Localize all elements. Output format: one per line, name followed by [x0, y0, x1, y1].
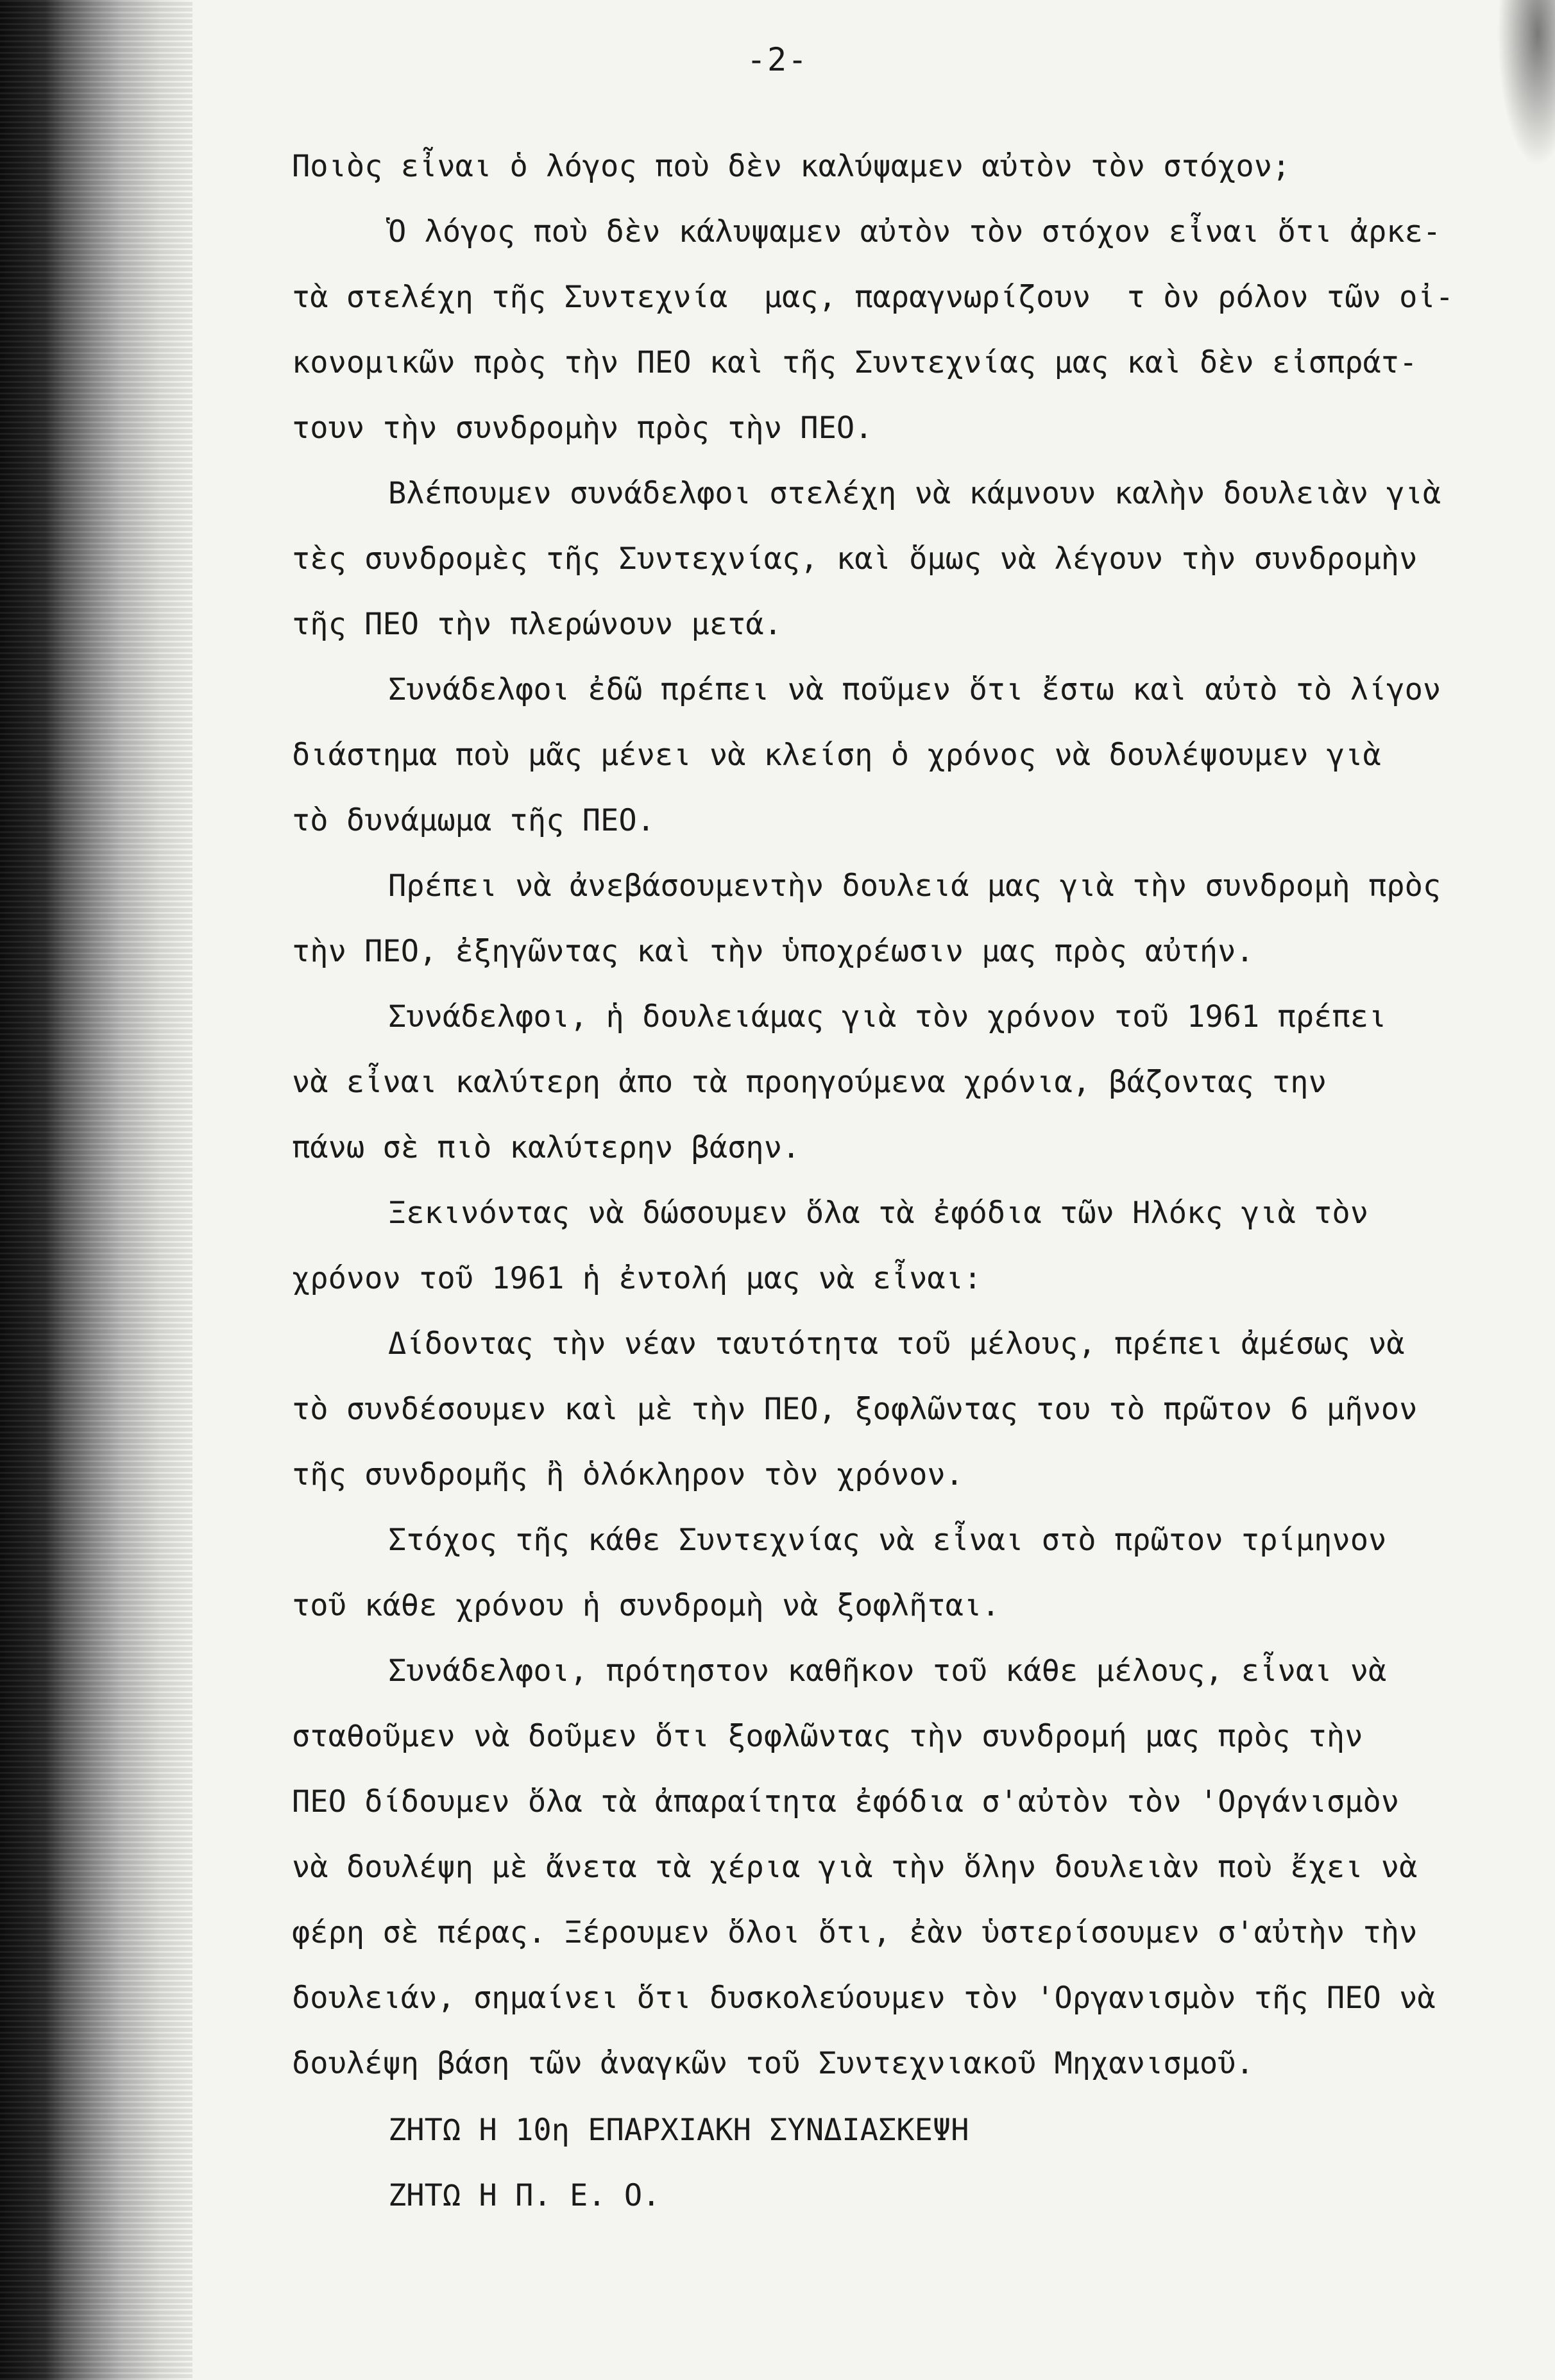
- text-line: ΠΕΟ δίδουμεν ὅλα τὰ ἀπαραίτητα ἐφόδια σ'αὐτὸν τὸν 'Οργάνισμὸν: [292, 1784, 1400, 1819]
- text-line: δουλέψη βάση τῶν ἀναγκῶν τοῦ Συντεχνιακοῦ Μηχανισμοῦ.: [292, 2046, 1254, 2081]
- closing-slogan: ΖΗΤΩ Η 10η ΕΠΑΡΧΙΑΚΗ ΣΥΝΔΙΑΣΚΕΨΗ: [388, 2113, 969, 2148]
- text-line: πάνω σὲ πιὸ καλύτερην βάσην.: [292, 1130, 801, 1165]
- text-line: χρόνον τοῦ 1961 ἡ ἐντολή μας νὰ εἶναι:: [292, 1261, 982, 1296]
- text-line: δουλειάν, σημαίνει ὅτι δυσκολεύουμεν τὸν 'Οργανισμὸν τῆς ΠΕΟ νὰ: [292, 1980, 1436, 2016]
- text-line: Συνάδελφοι, πρότηστον καθῆκον τοῦ κάθε μέλους, εἶναι νὰ: [388, 1653, 1387, 1689]
- text-line: Συνάδελφοι ἐδῶ πρέπει νὰ ποῦμεν ὅτι ἔστω καὶ αὐτὸ τὸ λίγον: [388, 672, 1441, 707]
- text-line: τουν τὴν συνδρομὴν πρὸς τὴν ΠΕΟ.: [292, 410, 873, 446]
- text-line: Ὁ λόγος ποὺ δὲν κάλυψαμεν αὐτὸν τὸν στόχον εἶναι ὅτι ἀρκε-: [388, 214, 1441, 249]
- text-line: Συνάδελφοι, ἡ δουλειάμας γιὰ τὸν χρόνον τοῦ 1961 πρέπει: [388, 999, 1387, 1034]
- page-number: -2-: [746, 41, 809, 78]
- text-line: τὰ στελέχη τῆς Συντεχνία μας, παραγνωρίζουν τ ὸν ρόλον τῶν οἰ-: [292, 280, 1454, 315]
- text-line: Δίδοντας τὴν νέαν ταυτότητα τοῦ μέλους, πρέπει ἀμέσως νὰ: [388, 1326, 1405, 1362]
- text-line: νὰ δουλέψη μὲ ἄνετα τὰ χέρια γιὰ τὴν ὅλην δουλειὰν ποὺ ἔχει νὰ: [292, 1850, 1418, 1885]
- text-line: Στόχος τῆς κάθε Συντεχνίας νὰ εἶναι στὸ πρῶτον τρίμηνον: [388, 1523, 1387, 1558]
- text-line: φέρη σὲ πέρας. Ξέρουμεν ὅλοι ὅτι, ἐὰν ὑστερίσουμεν σ'αὐτὴν τὴν: [292, 1915, 1418, 1950]
- text-line: Ξεκινόντας νὰ δώσουμεν ὅλα τὰ ἐφόδια τῶν Ηλόκς γιὰ τὸν: [388, 1195, 1369, 1231]
- text-line: Βλέπουμεν συνάδελφοι στελέχη νὰ κάμνουν καλὴν δουλειὰν γιὰ: [388, 476, 1441, 511]
- text-line: τὸ συνδέσουμεν καὶ μὲ τὴν ΠΕΟ, ξοφλῶντας του τὸ πρῶτον 6 μῆνον: [292, 1392, 1418, 1427]
- text-line: τὲς συνδρομὲς τῆς Συντεχνίας, καὶ ὅμως νὰ λέγουν τὴν συνδρομὴν: [292, 541, 1418, 577]
- text-line: τὴν ΠΕΟ, ἐξηγῶντας καὶ τὴν ὑποχρέωσιν μας πρὸς αὐτήν.: [292, 934, 1254, 969]
- scan-smudge: [1497, 0, 1555, 167]
- text-line: τὸ δυνάμωμα τῆς ΠΕΟ.: [292, 803, 655, 838]
- text-line: τῆς ΠΕΟ τὴν πλερώνουν μετά.: [292, 607, 783, 642]
- text-line: σταθοῦμεν νὰ δοῦμεν ὅτι ξοφλῶντας τὴν συνδρομή μας πρὸς τὴν: [292, 1719, 1363, 1754]
- text-line: νὰ εἶναι καλύτερη ἀπο τὰ προηγούμενα χρόνια, βάζοντας την: [292, 1065, 1327, 1100]
- text-line: τῆς συνδρομῆς ἢ ὁλόκληρον τὸν χρόνον.: [292, 1457, 964, 1492]
- text-line: τοῦ κάθε χρόνου ἡ συνδρομὴ νὰ ξοφλῆται.: [292, 1588, 1000, 1623]
- closing-slogan: ΖΗΤΩ Η Π. Ε. Ο.: [388, 2178, 661, 2213]
- text-line: κονομικῶν πρὸς τὴν ΠΕΟ καὶ τῆς Συντεχνίας μας καὶ δὲν εἰσπράτ-: [292, 345, 1418, 380]
- binding-shadow: [0, 0, 192, 2380]
- text-line: διάστημα ποὺ μᾶς μένει νὰ κλείση ὁ χρόνος νὰ δουλέψουμεν γιὰ: [292, 738, 1381, 773]
- text-line: Πρέπει νὰ ἀνεβάσουμεντὴν δουλειά μας γιὰ τὴν συνδρομὴ πρὸς: [388, 868, 1441, 904]
- text-line: Ποιὸς εἶναι ὁ λόγος ποὺ δὲν καλύψαμεν αὐτὸν τὸν στόχον;: [292, 149, 1291, 184]
